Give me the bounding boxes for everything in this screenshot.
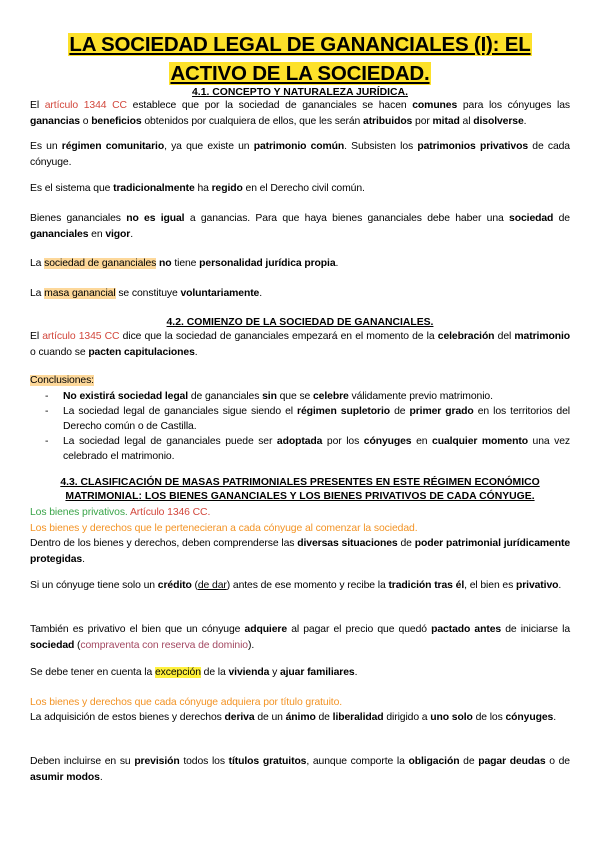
conclusiones-label: Conclusiones: bbox=[30, 375, 94, 386]
paragraph-liberalidad: La adquisición de estos bienes y derechos deriva de un ánimo de liberalidad dirigido a uno solo de los cónyuges. bbox=[30, 712, 556, 723]
section-heading-4-2: 4.2. COMIENZO DE LA SOCIEDAD DE GANANCIALES. bbox=[166, 317, 434, 328]
paragraph-articulo-1344: El artículo 1344 CC establece que por la sociedad de gananciales se hacen comunes para los cónyuges las ganancias o beneficios obtenidos por cualquiera de ellos, que les serán atribuidos por mitad al disolverse. bbox=[30, 100, 571, 127]
highlighted-term: sociedad de gananciales bbox=[44, 258, 157, 269]
paragraph-articulo-1345: El artículo 1345 CC dice que la sociedad de gananciales empezará en el momento de la celebración del matrimonio o cuando se pacten capitulaciones. bbox=[30, 331, 570, 358]
paragraph-titulos-gratuitos: Deben incluirse en su previsión todos los títulos gratuitos, aunque comporte la obligación de pagar deudas o de asumir modos. bbox=[30, 756, 570, 783]
paragraph-excepcion: Se debe tener en cuenta la excepción de la vivienda y ajuar familiares. bbox=[30, 667, 358, 678]
article-reference: artículo 1345 CC bbox=[42, 331, 120, 342]
paragraph-adquiere: También es privativo el bien que un cónyuge adquiere al pagar el precio que quedó pactado antes de iniciarse la sociedad (compraventa con reserva de dominio). bbox=[30, 624, 571, 651]
paragraph-situaciones-patrimoniales: Dentro de los bienes y derechos, deben comprenderse las diversas situaciones de poder patrimonial jurídicamente protegidas. bbox=[30, 538, 570, 565]
list-item: - La sociedad legal de gananciales puede ser adoptada por los cónyuges en cualquier momento una vez celebrado el matrimonio. bbox=[45, 436, 571, 462]
conclusiones-list bbox=[30, 389, 570, 464]
section-heading-4-3: 4.3. CLASIFICACIÓN DE MASAS PATRIMONIALES PRESENTES EN ESTE RÉGIMEN ECONÓMICO MATRIMONIAL: LOS BIENES GANANCIALES Y LOS BIENES PRIVATIVOS DE CADA CÓNYUGE. bbox=[60, 477, 540, 502]
list-item: - No existirá sociedad legal de gananciales sin que se celebre válidamente previo matrimonio. bbox=[45, 391, 493, 402]
list-item: - La sociedad legal de gananciales sigue siendo el régimen supletorio de primer grado en los territorios del Derecho común o de Castilla. bbox=[45, 406, 570, 432]
paragraph-bienes-gananciales: Bienes gananciales no es igual a ganancias. Para que haya bienes gananciales debe haber una sociedad de gananciales en vigor. bbox=[30, 213, 570, 240]
page-title bbox=[20, 30, 580, 88]
article-reference: Artículo 1346 CC bbox=[129, 507, 208, 518]
subheading-bienes-privativos: Los bienes privativos. Artículo 1346 CC. bbox=[30, 507, 211, 518]
paragraph-masa-ganancial: La masa ganancial se constituye voluntariamente. bbox=[30, 288, 263, 299]
subheading-bienes-al-comenzar: Los bienes y derechos que le pertenecieran a cada cónyuge al comenzar la sociedad. bbox=[30, 523, 418, 534]
paragraph-personalidad-juridica: La sociedad de gananciales no tiene personalidad jurídica propia. bbox=[30, 258, 339, 269]
title-line-1: LA SOCIEDAD LEGAL DE GANANCIALES (I): EL bbox=[69, 33, 531, 56]
article-reference: artículo 1344 CC bbox=[44, 100, 127, 111]
highlighted-term: excepción bbox=[154, 667, 201, 678]
paragraph-credito: Si un cónyuge tiene solo un crédito (de dar) antes de ese momento y recibe la tradición tras él, el bien es privativo. bbox=[30, 580, 562, 591]
section-heading-4-1: 4.1. CONCEPTO Y NATURALEZA JURÍDICA. bbox=[192, 87, 408, 98]
highlighted-term: masa ganancial bbox=[44, 288, 116, 299]
subheading-titulo-gratuito: Los bienes y derechos que cada cónyuge adquiera por título gratuito. bbox=[30, 697, 343, 708]
title-line-2: ACTIVO DE LA SOCIEDAD. bbox=[170, 62, 430, 85]
paragraph-regimen-comunitario: Es un régimen comunitario, ya que existe un patrimonio común. Subsisten los patrimonios privativos de cada cónyuge. bbox=[30, 141, 570, 168]
paragraph-sistema-tradicional: Es el sistema que tradicionalmente ha regido en el Derecho civil común. bbox=[30, 183, 365, 194]
